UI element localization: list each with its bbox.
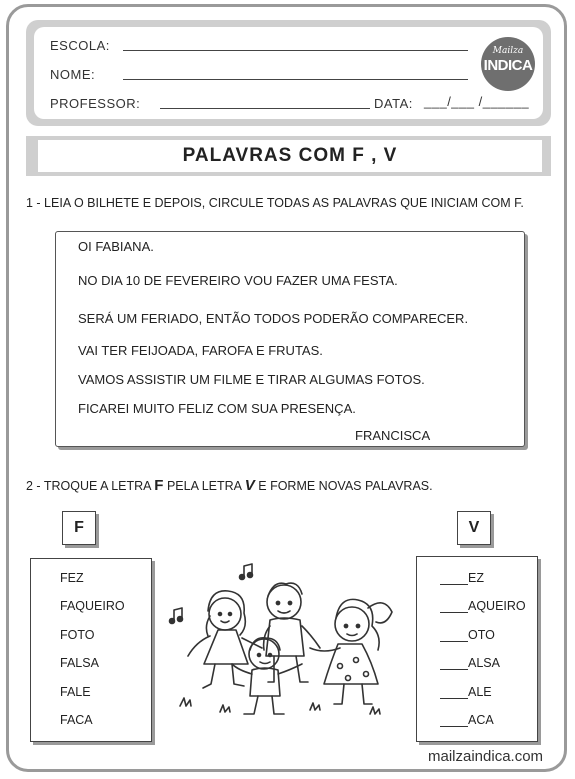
- note-greeting: OI FABIANA.: [78, 239, 154, 254]
- f-word: FOTO: [60, 628, 95, 642]
- footer-url[interactable]: mailzaindica.com: [428, 748, 544, 765]
- v-ending: ALE: [468, 685, 492, 699]
- question-2-letter-v: V: [244, 477, 255, 494]
- question-2-middle: PELA LETRA: [163, 479, 245, 493]
- note-signature: FRANCISCA: [355, 428, 431, 443]
- answer-blank[interactable]: [440, 715, 468, 727]
- date-field[interactable]: ___/___ /______: [424, 94, 530, 109]
- note-line: NO DIA 10 DE FEVEREIRO VOU FAZER UMA FESTA.: [78, 273, 398, 288]
- f-word: FALE: [60, 685, 91, 699]
- f-word: FALSA: [60, 656, 99, 670]
- v-word-item[interactable]: [440, 685, 492, 699]
- question-2-prefix: 2 - TROQUE A LETRA: [26, 479, 155, 493]
- name-label: NOME:: [50, 67, 96, 82]
- logo-text: INDICA: [483, 57, 533, 74]
- v-ending: EZ: [468, 571, 484, 585]
- answer-blank[interactable]: [440, 687, 468, 699]
- question-2: [26, 477, 433, 494]
- question-2-letter-f: F: [154, 477, 164, 494]
- v-word-item[interactable]: [440, 571, 484, 585]
- name-field[interactable]: [123, 79, 468, 80]
- v-ending: AQUEIRO: [468, 599, 526, 613]
- logo-script: Mailza: [492, 46, 524, 56]
- f-word: FACA: [60, 713, 93, 727]
- music-note-icon: [240, 564, 253, 580]
- answer-blank[interactable]: [440, 658, 468, 670]
- school-field[interactable]: [123, 50, 468, 51]
- f-word: FEZ: [60, 571, 84, 585]
- music-note-icon: [170, 608, 183, 624]
- school-label: ESCOLA:: [50, 38, 110, 53]
- note-line: FICAREI MUITO FELIZ COM SUA PRESENÇA.: [78, 401, 356, 416]
- teacher-label: PROFESSOR:: [50, 96, 141, 111]
- note-line: SERÁ UM FERIADO, ENTÃO TODOS PODERÃO COMPARECER.: [78, 311, 469, 326]
- f-word: FAQUEIRO: [60, 599, 125, 613]
- note-line: VAI TER FEIJOADA, FAROFA E FRUTAS.: [78, 343, 323, 358]
- question-1: 1 - LEIA O BILHETE E DEPOIS, CIRCULE TODAS AS PALAVRAS QUE INICIAM COM F.: [26, 196, 524, 210]
- v-word-item[interactable]: [440, 656, 500, 670]
- children-dancing-illustration: [160, 556, 410, 726]
- v-ending: OTO: [468, 628, 495, 642]
- v-word-item[interactable]: [440, 713, 494, 727]
- date-label: DATA:: [374, 96, 413, 111]
- f-label-box: F: [62, 511, 96, 545]
- v-word-item[interactable]: [440, 599, 526, 613]
- brand-logo: [481, 37, 535, 91]
- note-line: VAMOS ASSISTIR UM FILME E TIRAR ALGUMAS FOTOS.: [78, 372, 425, 387]
- answer-blank[interactable]: [440, 601, 468, 613]
- page-title: PALAVRAS COM F , V: [38, 140, 542, 172]
- v-label-box: V: [457, 511, 491, 545]
- v-word-item[interactable]: [440, 628, 495, 642]
- answer-blank[interactable]: [440, 573, 468, 585]
- question-2-suffix: E FORME NOVAS PALAVRAS.: [254, 479, 433, 493]
- v-ending: ALSA: [468, 656, 500, 670]
- teacher-field[interactable]: [160, 108, 370, 109]
- v-ending: ACA: [468, 713, 494, 727]
- answer-blank[interactable]: [440, 630, 468, 642]
